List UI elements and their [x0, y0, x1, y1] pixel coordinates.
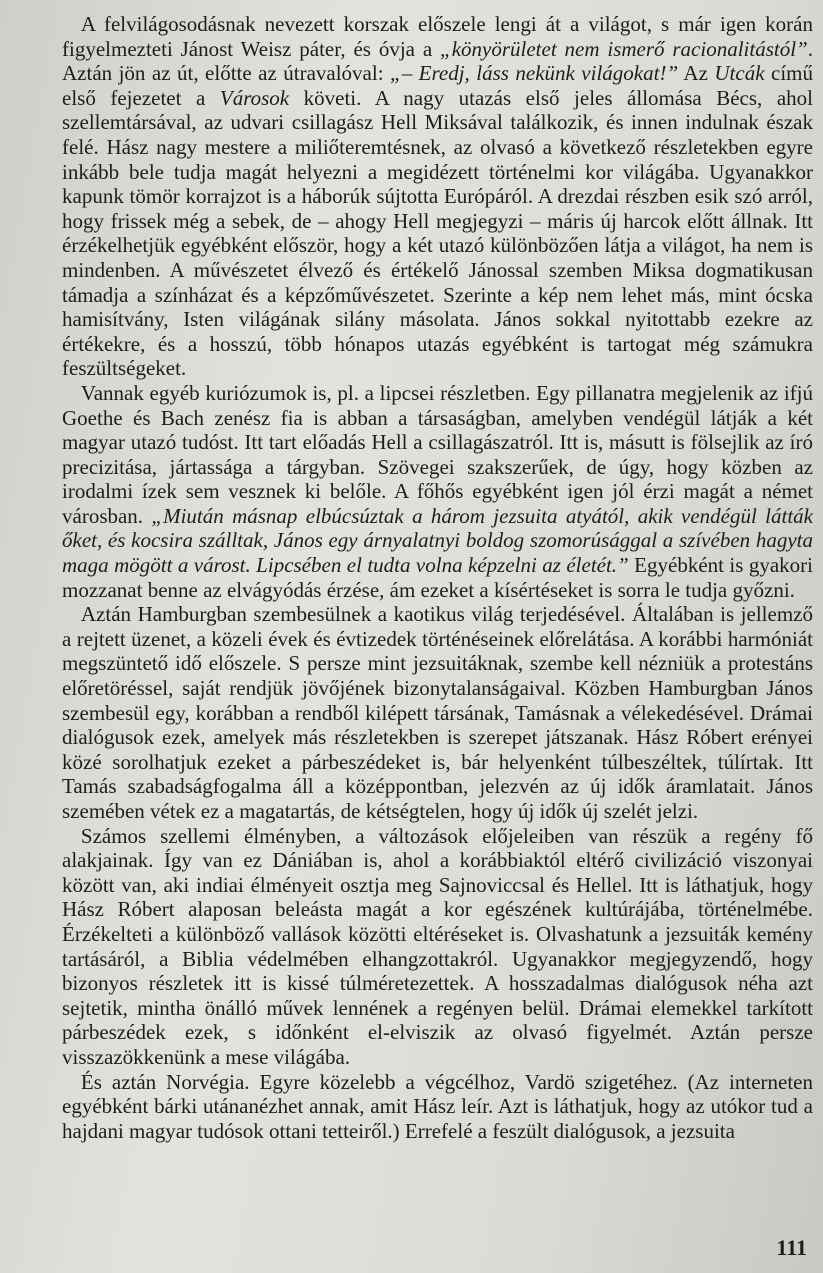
- page-number: 111: [776, 1235, 807, 1260]
- text-segment: És aztán Norvégia. Egyre közelebb a végcélhoz, Vardö szigetéhez. (Az interneten egyébként bárki utánanézhet annak, amit Hász leír. Azt is láthatjuk, hogy az utókor tud a hajdani magyar tudósok ottani tetteiről.) Errefelé a feszült dialógusok, a jezsuita: [62, 1069, 813, 1143]
- text-segment: követi. A nagy utazás első jeles állomása Bécs, ahol szellemtársával, az udvari csillagász Hell Miksával találkozik, és innen indulnak észak felé. Hász nagy mestere a miliőteremtésnek, az olvasó a következő részletekben egyre inkább bele tudja magát helyezni a megidézett történelmi kor világába. Ugyanakkor kapunk tömör korrajzot is a háborúk sújtotta Európáról. A drezdai részben esik szó arról, hogy frissek még a sebek, de – ahogy Hell megjegyzi – máris új harcok előtt állnak. Itt érzékelhetjük egyébként először, hogy a két utazó különbözően látja a világot, ha nem is mindenben. A művészetet élvező és értékelő Jánossal szemben Miksa dogmatikusan támadja a színházat és a képzőművészetet. Szerinte a kép nem lehet más, mint ócska hamisítvány, Isten világának silány másolata. János sokkal nyitottabb ezekre az értékekre, és a hosszú, több hónapos utazás egyébként is tartogat még számukra feszültségeket.: [62, 85, 813, 381]
- paragraph: [62, 381, 813, 602]
- text-segment: A felvilágosodásnak nevezett korszak előszele lengi át a világot, s már igen korán figyelmezteti Jánost Weisz páter, és óvja a: [62, 12, 813, 61]
- body-text: [62, 12, 813, 1143]
- text-segment: című első fejezetet a: [62, 61, 813, 110]
- italic-quote: Utcák: [714, 61, 765, 86]
- italic-quote: Városok: [219, 85, 290, 110]
- italic-quote: „könyörületet nem ismerő racionalitástól”: [440, 36, 808, 61]
- text-segment: Az: [678, 61, 715, 86]
- paragraph: [62, 1070, 813, 1144]
- paragraph: [62, 12, 813, 381]
- text-segment: Számos szellemi élményben, a változások előjeleiben van részük a regény fő alakjainak. Így van ez Dániában is, ahol a korábbiaktól eltérő civilizáció viszonyai között van, aki indiai élményeit osztja meg Sajnoviccsal és Hellel. Itt is láthatjuk, hogy Hász Róbert alaposan beleásta magát a kor egészének kultúrájába, történelmébe. Érzékelteti a különböző vallások közötti eltéréseket is. Olvashatunk a jezsuiták kemény tartásáról, a Biblia védelmében elhangzottakról. Ugyanakkor megjegyzendő, hogy bizonyos részletek itt is kissé túlméretezettek. A hosszadalmas dialógusok néha azt sejtetik, mintha önálló művek lennének a regényen belül. Drámai elemekkel tarkított párbeszédek ezek, s időnként el-elviszik az olvasó figyelmét. Aztán persze visszazökkenünk a mese világába.: [62, 823, 813, 1069]
- text-segment: Aztán Hamburgban szembesülnek a kaotikus világ terjedésével. Általában is jellemző a rejtett üzenet, a közeli évek és évtizedek történéseinek előrelátása. A korábbi harmóniát megszüntető idő előszele. S persze mint jezsuitáknak, szembe kell nézniük a protestáns előretöréssel, saját rendjük jövőjének bizonytalanságaival. Közben Hamburgban János szembesül egy, korábban a rendből kilépett társának, Tamásnak a vélekedésével. Drámai dialógusok ezek, amelyek más részletekben is szerepet játszanak. Hász Róbert erényei közé sorolhatjuk ezeket a párbeszédeket is, bár helyenként túlbeszéltek, túlírtak. Itt Tamás szabadságfogalma áll a középpontban, jelezvén az új idők áramlatait. János szemében vétek ez a magatartás, de kétségtelen, hogy új idők új szelét jelzi.: [62, 602, 813, 823]
- italic-quote: „– Eredj, láss nekünk világokat!”: [390, 61, 679, 86]
- paragraph: [62, 602, 813, 823]
- text-segment: . Aztán jön az út, előtte az útravalóval:: [62, 36, 813, 86]
- italic-quote: „Miután másnap elbúcsúztak a három jezsuita atyától, akik vendégül látták őket, és kocsira szálltak, János egy árnyalatnyi boldog szomorúsággal a szívében hagyta maga mögött a várost. Lipcsében el tudta volna képzelni az életét.”: [62, 503, 813, 578]
- text-segment: Egyébként is gyakori mozzanat benne az elvágyódás érzése, ám ezeket a kísértéseket is sorra le tudja győzni.: [62, 553, 813, 602]
- paragraph: [62, 824, 813, 1070]
- text-segment: Vannak egyéb kuriózumok is, pl. a lipcsei részletben. Egy pillanatra megjelenik az ifjú Goethe és Bach zenész fia is abban a társaságban, amelyben vendégül látják a két magyar utazó tudóst. Itt tart előadás Hell a csillagászatról. Itt is, másutt is fölsejlik az író precizitása, jártassága a tárgyban. Szövegei szakszerűek, de úgy, hogy közben az irodalmi ízek sem vesznek ki belőle. A főhős egyébként igen jól érzi magát a német városban.: [62, 380, 813, 528]
